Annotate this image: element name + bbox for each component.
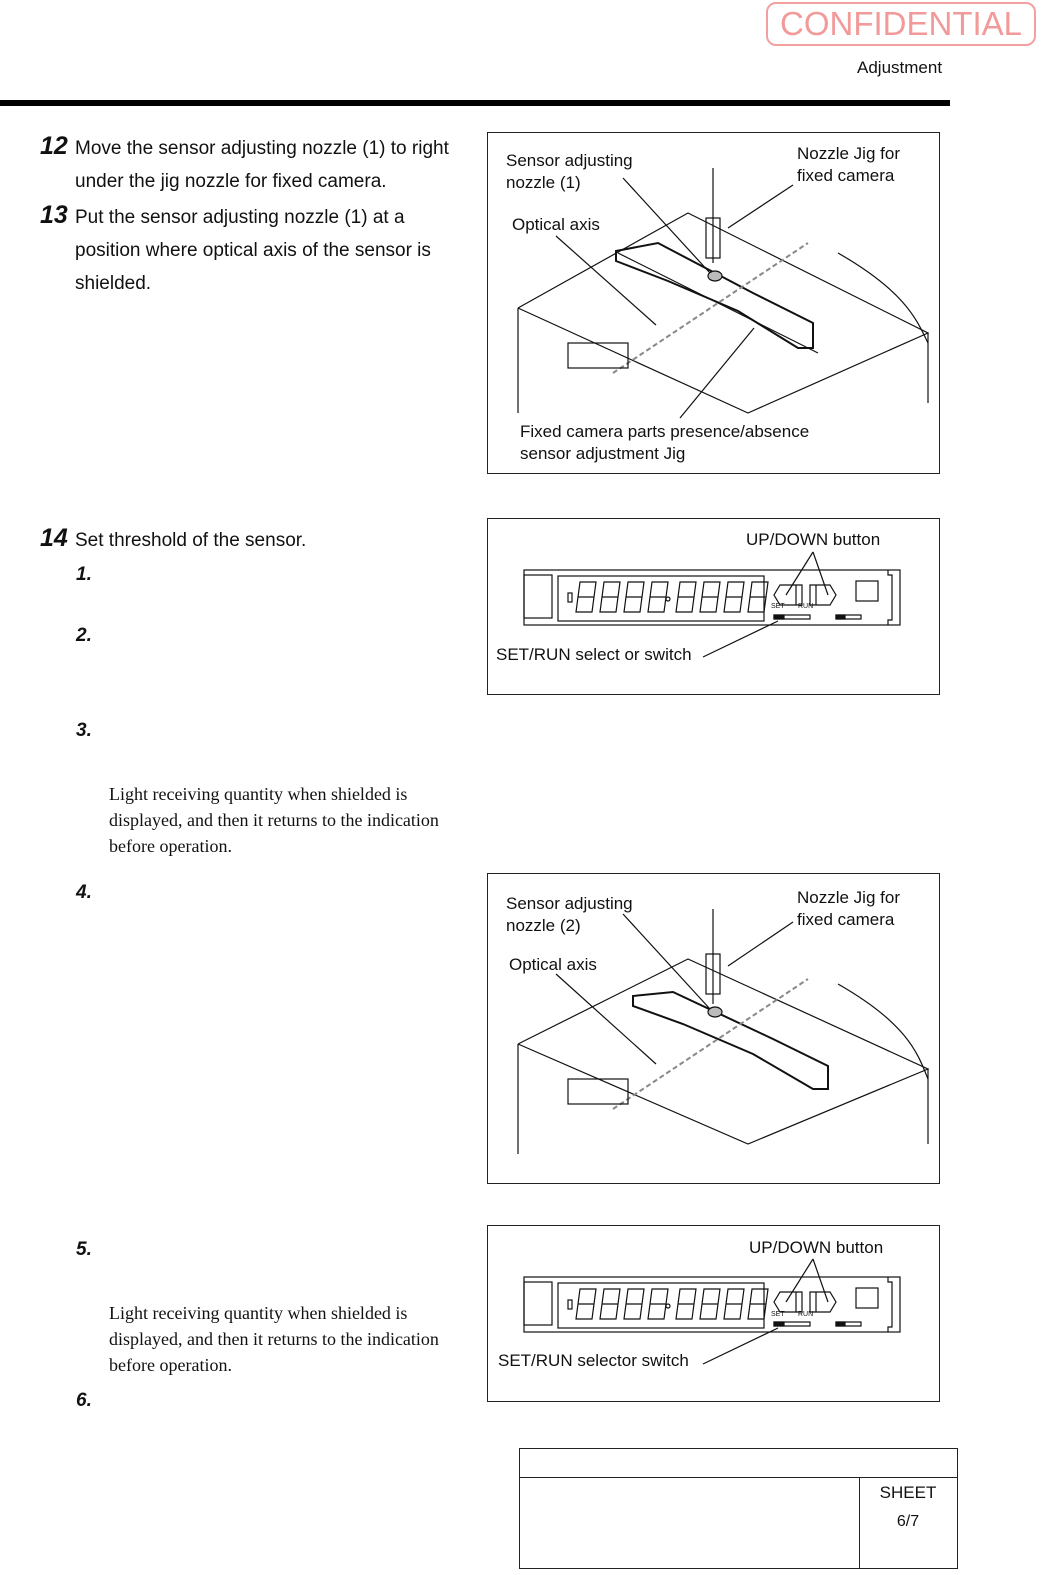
text-line: Set threshold of the sensor. [75, 530, 307, 551]
seven-segment-digit [676, 582, 696, 612]
panel-line [836, 615, 845, 619]
panel-line [813, 552, 828, 595]
label-jig: Nozzle Jig for fixed camera [797, 144, 900, 185]
seven-segment-digit [748, 1289, 768, 1319]
text-line: Put the sensor adjusting nozzle (1) at a [75, 207, 405, 228]
seven-segment-digit [700, 582, 720, 612]
text-line: Light receiving quantity when shielded is [109, 784, 408, 804]
seven-segment-digit [724, 1289, 744, 1319]
seven-segment-digit [724, 582, 744, 612]
decimal-point [666, 1304, 670, 1308]
text-line: under the jig nozzle for fixed camera. [75, 171, 387, 192]
sheet-number: 6/7 [896, 1513, 920, 1530]
digit-display [558, 576, 764, 621]
text-line: position where optical axis of the sensor is [75, 240, 431, 261]
substep-number: 4. [76, 882, 92, 903]
label-jig: Nozzle Jig for fixed camera [797, 888, 900, 929]
sheet-label: SHEET [879, 1483, 937, 1502]
seven-segment-digit [624, 582, 644, 612]
step-text [75, 132, 449, 198]
label-optical-axis: Optical axis [512, 215, 600, 234]
text-line: displayed, and then it returns to the indication [109, 1329, 439, 1349]
label-nozzle: Sensor adjusting nozzle (2) [506, 894, 633, 935]
label-run: RUN [798, 603, 814, 610]
panel-line [786, 552, 813, 595]
substep-number: 2. [76, 625, 92, 646]
substep-number: 5. [76, 1239, 92, 1260]
substep-number: 3. [76, 720, 92, 741]
panel-line [888, 570, 892, 625]
label-optical-axis: Optical axis [509, 955, 597, 974]
figure-sensor-panel-1 [487, 518, 940, 695]
up-button-icon [810, 1292, 836, 1312]
step-text [75, 201, 431, 300]
step-number: 12 [40, 132, 68, 160]
label-nozzle: Sensor adjusting nozzle (1) [506, 151, 633, 192]
seven-segment-digit [576, 1289, 596, 1319]
label-set-run-switch: SET/RUN selector switch [498, 1351, 689, 1370]
seven-segment-digit [700, 1289, 720, 1319]
substep-number: 6. [76, 1390, 92, 1411]
substep-note [109, 781, 439, 859]
down-button-icon [774, 1292, 802, 1312]
label-set: SET [771, 603, 785, 610]
panel-line [524, 552, 900, 657]
label-up-down-button: UP/DOWN button [746, 530, 881, 549]
label-adjustment-jig: Fixed camera parts presence/absence sensor adjustment Jig [520, 422, 810, 463]
step-number: 14 [40, 524, 68, 552]
step-number: 13 [40, 201, 68, 229]
panel-end-cap [524, 1282, 552, 1325]
text-line: Move the sensor adjusting nozzle (1) to right [75, 138, 449, 159]
down-button-icon [774, 585, 802, 605]
indicator-window [856, 581, 878, 601]
figure-sensor-panel-2 [487, 1225, 940, 1402]
panel-line [703, 621, 778, 657]
table-header-row [520, 1449, 957, 1478]
text-line: before operation. [109, 836, 232, 856]
seven-segment-digit [600, 1289, 620, 1319]
seven-segment-digit [576, 582, 596, 612]
seven-segment-digit [676, 1289, 696, 1319]
label-up-down-button: UP/DOWN button [749, 1238, 884, 1257]
panel-line [786, 1259, 813, 1302]
seven-segment-digit [748, 582, 768, 612]
indicator-window [856, 1288, 878, 1308]
text-line: displayed, and then it returns to the indication [109, 810, 439, 830]
substep-number: 1. [76, 564, 92, 585]
header-rule [0, 100, 950, 106]
figure-jig-setup-1 [487, 132, 940, 474]
seven-segment-digit [624, 1289, 644, 1319]
seven-segment-digit [648, 582, 668, 612]
title-block-table [519, 1448, 958, 1569]
seven-segment-digit [600, 582, 620, 612]
step-text [75, 524, 306, 557]
confidential-stamp: CONFIDENTIAL [766, 2, 1036, 46]
panel-end-cap [524, 575, 552, 618]
text-line: before operation. [109, 1355, 232, 1375]
label-set-run-switch: SET/RUN select or switch [496, 645, 692, 664]
panel-line [524, 1259, 900, 1364]
figure-jig-setup-2 [487, 873, 940, 1184]
digit-display [558, 1283, 764, 1328]
text-line: Light receiving quantity when shielded is [109, 1303, 408, 1323]
text-line: shielded. [75, 273, 152, 294]
substep-note [109, 1300, 439, 1378]
panel-line [813, 1259, 828, 1302]
panel-line [774, 1322, 784, 1326]
panel-line [888, 1277, 892, 1332]
decimal-point [666, 597, 670, 601]
up-button-icon [810, 585, 836, 605]
panel-line [774, 615, 784, 619]
panel-line [836, 1322, 845, 1326]
label-run: RUN [798, 1311, 814, 1318]
indicator-led [568, 1300, 572, 1309]
indicator-led [568, 593, 572, 602]
seven-segment-digit [648, 1289, 668, 1319]
section-title: Adjustment [857, 58, 943, 77]
panel-line [703, 1328, 778, 1364]
label-set: SET [771, 1311, 785, 1318]
